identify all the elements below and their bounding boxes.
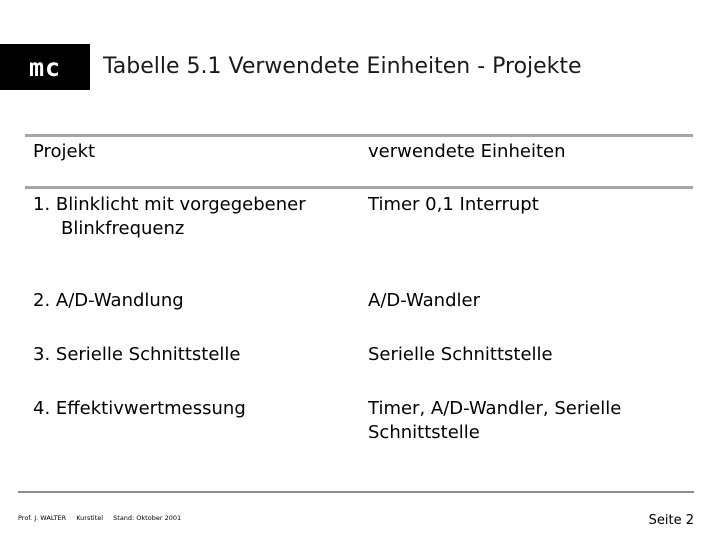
row-3-units: Serielle Schnittstelle [368, 344, 553, 365]
page-number: Seite 2 [648, 513, 694, 528]
mc-logo [0, 44, 90, 90]
slide-title: Tabelle 5.1 Verwendete Einheiten - Projekte [103, 54, 582, 79]
row-1-units: Timer 0,1 Interrupt [368, 194, 539, 215]
footer-date: Stand: Oktober 2001 [113, 514, 182, 522]
row-3-project: 3. Serielle Schnittstelle [33, 344, 241, 365]
row-4-units: Timer, A/D-Wandler, Serielle Schnittstelle [368, 398, 622, 443]
footer-rule [18, 491, 694, 493]
row-1-project: 1. Blinklicht mit vorgegebener Blinkfrequenz [33, 194, 306, 239]
row-2-units: A/D-Wandler [368, 290, 480, 311]
header-units: verwendete Einheiten [368, 141, 566, 162]
footer-course: Kurstitel [76, 514, 104, 522]
footer-author: Prof. J. WALTER [18, 514, 67, 522]
header-divider-rule [25, 186, 693, 189]
header-project: Projekt [33, 141, 96, 162]
table-top-rule [25, 134, 693, 137]
row-2-project: 2. A/D-Wandlung [33, 290, 184, 311]
row-4-project: 4. Effektivwertmessung [33, 398, 246, 419]
logo-text: mc [28, 52, 62, 82]
footer-info [18, 514, 189, 522]
